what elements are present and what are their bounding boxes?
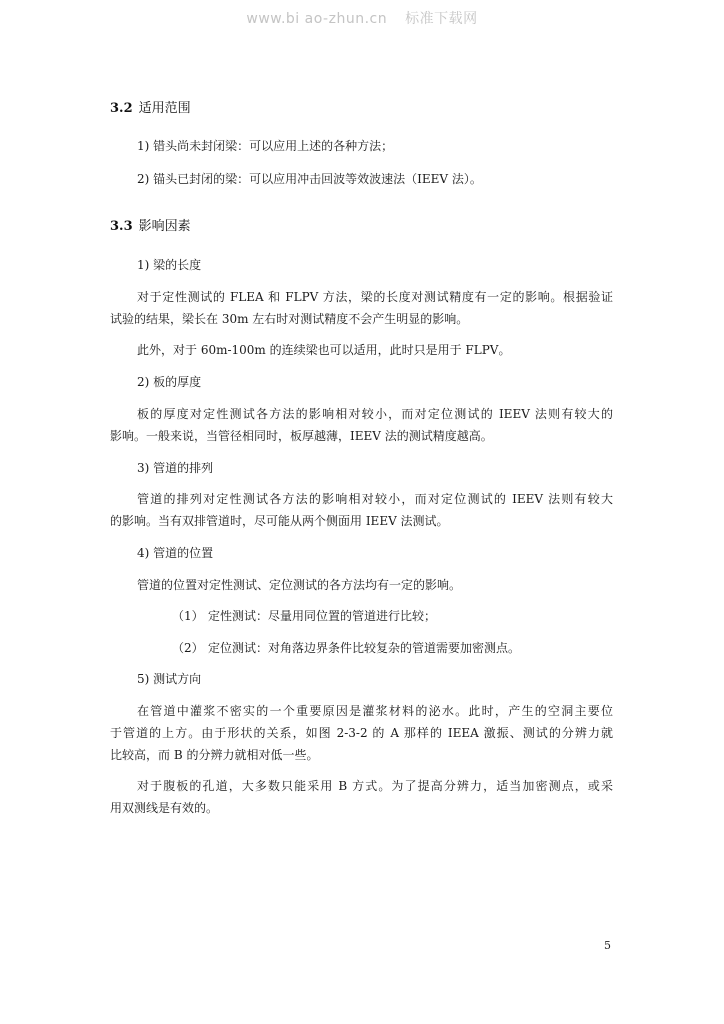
paragraph-line: 用双测线是有效的。 <box>110 801 219 815</box>
page-number: 5 <box>604 939 611 952</box>
subsection-title: 1) 梁的长度 <box>137 258 202 272</box>
subsection-title: 5) 测试方向 <box>137 672 202 686</box>
section-title: 适用范围 <box>138 101 191 116</box>
numbered-item-number: （1） <box>172 609 204 623</box>
section-heading-3-3 <box>110 215 191 234</box>
subsection-title: 3) 管道的排列 <box>137 461 214 475</box>
paragraph-line: 于管道的上方。由于形状的关系，如图 2-3-2 的 A 那样的 IEEA 激振、测试的分辨力就 <box>110 726 613 740</box>
paragraph-line: 对于腹板的孔道，大多数只能采用 B 方式。为了提高分辨力，适当加密测点，或采 <box>137 779 613 793</box>
paragraph-line: 管道的排列对定性测试各方法的影响相对较小，而对定位测试的 IEEV 法则有较大 <box>137 492 613 506</box>
paragraph-line: 的影响。当有双排管道时，尽可能从两个侧面用 IEEV 法测试。 <box>110 514 449 528</box>
paragraph-line: 在管道中灌浆不密实的一个重要原因是灌浆材料的泌水。此时，产生的空洞主要位 <box>137 704 613 718</box>
watermark-site: www.bi ao-zhun.cn <box>246 11 388 27</box>
list-item: 2) 锚头已封闭的梁：可以应用冲击回波等效波速法（IEEV 法）。 <box>137 172 482 186</box>
paragraph-line: 影响。一般来说，当管径相同时，板厚越薄，IEEV 法的测试精度越高。 <box>110 429 493 443</box>
section-heading-3-2 <box>110 97 191 116</box>
paragraph-line: 管道的位置对定性测试、定位测试的各方法均有一定的影响。 <box>137 578 462 592</box>
numbered-item-number: （2） <box>172 641 204 655</box>
list-item: 1) 错头尚未封闭梁：可以应用上述的各种方法； <box>137 139 394 153</box>
section-title: 影响因素 <box>138 219 191 234</box>
section-number: 3.3 <box>110 219 133 234</box>
watermark <box>0 8 724 28</box>
numbered-item-text: 定位测试：对角落边界条件比较复杂的管道需要加密测点。 <box>208 641 521 655</box>
section-number: 3.2 <box>110 101 133 116</box>
watermark-name: 标准下载网 <box>405 11 478 27</box>
numbered-item-text: 定性测试：尽量用同位置的管道进行比较； <box>208 609 437 623</box>
subsection-title: 2) 板的厚度 <box>137 375 202 389</box>
paragraph-line: 板的厚度对定性测试各方法的影响相对较小，而对定位测试的 IEEV 法则有较大的 <box>137 407 613 421</box>
paragraph-line: 试验的结果，梁长在 30m 左右时对测试精度不会产生明显的影响。 <box>110 312 469 326</box>
paragraph-line: 此外，对于 60m-100m 的连续梁也可以适用，此时只是用于 FLPV。 <box>137 343 511 357</box>
paragraph-line: 对于定性测试的 FLEA 和 FLPV 方法，梁的长度对测试精度有一定的影响。根据验证 <box>137 290 613 304</box>
paragraph-line: 比较高，而 B 的分辨力就相对低一些。 <box>110 748 319 762</box>
subsection-title: 4) 管道的位置 <box>137 546 214 560</box>
